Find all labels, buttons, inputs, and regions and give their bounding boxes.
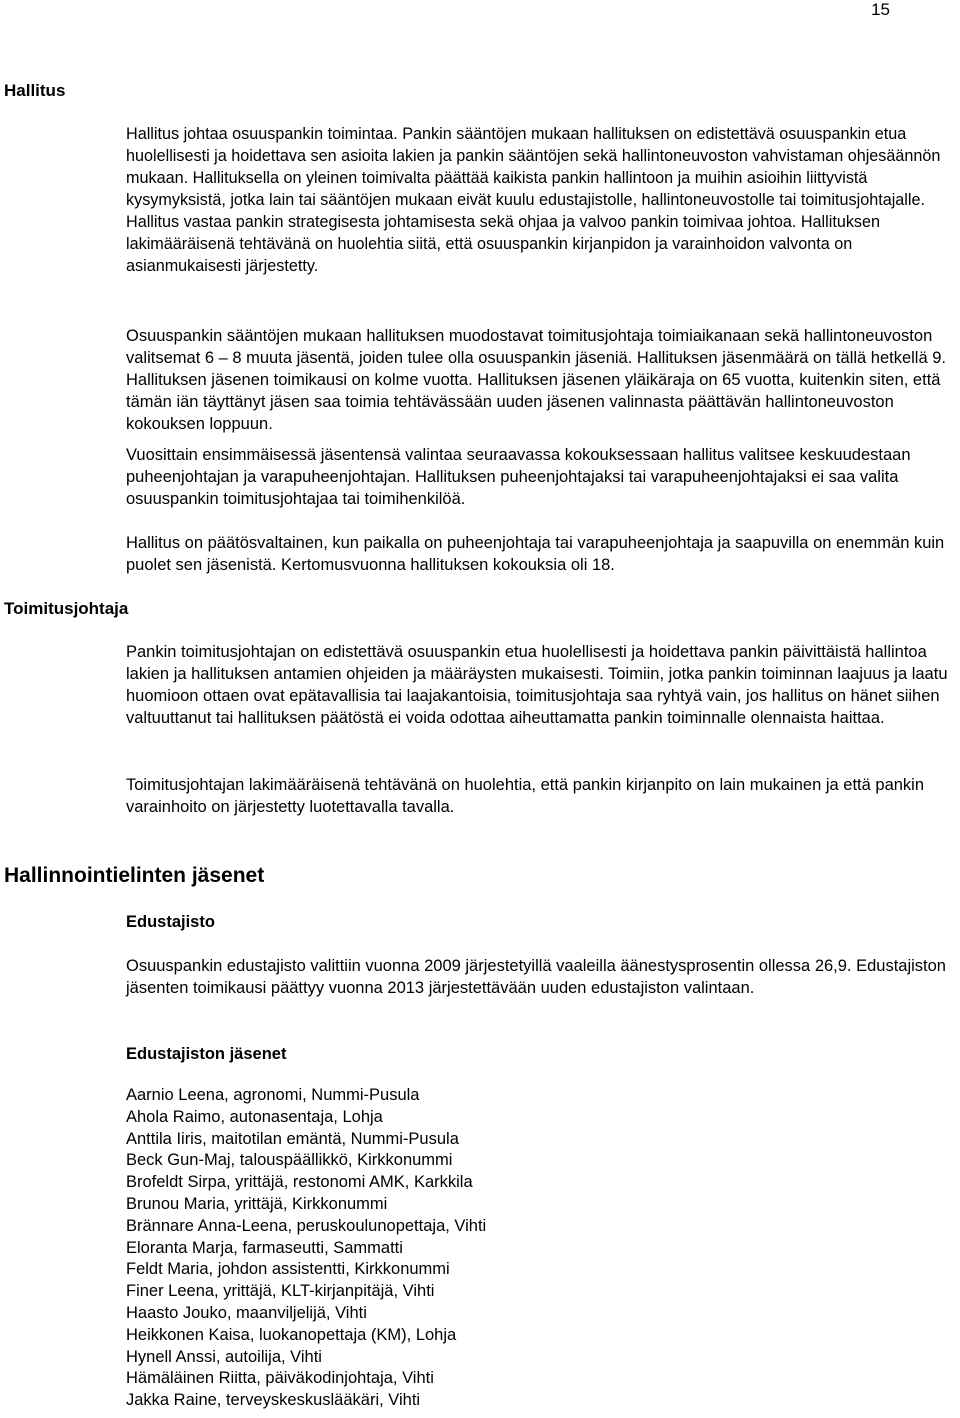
hallitus-paragraph-4: Hallitus on päätösvaltainen, kun paikalla on puheenjohtaja tai varapuheenjohtaja ja saapuvilla on enemmän kuin puolet sen jäsenistä. Kertomusvuonna hallituksen kokouksia oli 18. (126, 534, 945, 574)
list-item: Feldt Maria, johdon assistentti, Kirkkonummi (126, 1260, 450, 1279)
list-item: Aarnio Leena, agronomi, Nummi-Pusula (126, 1086, 420, 1104)
list-item: Brunou Maria, yrittäjä, Kirkkonummi (126, 1194, 388, 1213)
hallitus-paragraph-3: Vuosittain ensimmäisessä jäsentensä valintaa seuraavassa kokouksessaan hallitus valitsee keskuudestaan puheenjohtajan ja varapuheenjohtajan. Hallituksen puheenjohtajaksi tai varapuheenjohtajaksi ei saa valita osuuspankin toimitusjohtajaa tai toimihenkilöä. (126, 446, 911, 508)
list-item: Hynell Anssi, autoilija, Vihti (126, 1347, 322, 1366)
hallitus-paragraph-2: Osuuspankin sääntöjen mukaan hallituksen muodostavat toimitusjohtaja toimiaikanaan sekä hallintoneuvoston valitsemat 6 – 8 muuta jäsentä, joiden tulee olla osuuspankin jäseniä. Hallituksen jäsenmäärä on tällä hetkellä 9. Hallituksen jäsenen toimikausi on kolme vuotta. Hallituksen jäsenen yläikäraja on 65 vuotta, kuitenkin siten, että tämän iän täyttänyt jäsen saa toimia tehtävässään uuden jäsenen valinnasta päättävän hallintoneuvoston kokouksen loppuun. (126, 327, 946, 433)
list-item: Haasto Jouko, maanviljelijä, Vihti (126, 1303, 367, 1322)
member-list (126, 1085, 486, 1412)
list-item: Beck Gun-Maj, talouspäällikkö, Kirkkonummi (126, 1151, 453, 1170)
toimitusjohtaja-paragraph-2: Toimitusjohtajan lakimääräisenä tehtävänä on huolehtia, että pankin kirjanpito on lain mukainen ja että pankin varainhoito on järjestetty luotettavalla tavalla. (126, 776, 925, 816)
list-item: Anttila Iiris, maitotilan emäntä, Nummi-Pusula (126, 1129, 459, 1148)
list-item: Hämäläinen Riitta, päiväkodinjohtaja, Vihti (126, 1369, 434, 1388)
section-heading-toimitusjohtaja: Toimitusjohtaja (4, 599, 129, 618)
subheading-edustajiston-jasenet: Edustajiston jäsenet (126, 1045, 287, 1063)
list-item: Heikkonen Kaisa, luokanopettaja (KM), Lohja (126, 1325, 457, 1344)
hallitus-paragraph-1: Hallitus johtaa osuuspankin toimintaa. Pankin sääntöjen mukaan hallituksen on edistettävä osuuspankin etua huolellisesti ja hoidettava sen asioita lakien ja pankin sääntöjen sekä hallintoneuvoston vahvistaman ohjesäännön mukaan. Hallituksella on yleinen toimivalta päättää kaikista pankin hallintoon ja muihin asioihin liittyvistä kysymyksistä, jotka lain tai sääntöjen mukaan eivät kuulu edustajistolle, hallintoneuvostolle tai toimitusjohtajalle. Hallitus vastaa pankin strategisesta johtamisesta sekä ohjaa ja valvoo pankin toimivaa johtoa. Hallituksen lakimääräisenä tehtävänä on huolehtia siitä, että osuuspankin kirjanpidon ja varainhoidon valvonta on asianmukaisesti järjestetty. (126, 125, 941, 275)
section-heading-hallinnointielinten-jasenet: Hallinnointielinten jäsenet (4, 864, 265, 887)
subheading-edustajisto: Edustajisto (126, 913, 215, 931)
toimitusjohtaja-paragraph-1: Pankin toimitusjohtajan on edistettävä osuuspankin etua huolellisesti ja hoidettava pankin päivittäistä hallintoa lakien ja hallituksen antamien ohjeiden ja määräysten mukaisesti. Toimiin, jotka pankin toiminnan laajuus ja laatu huomioon ottaen ovat epätavallisia tai laajakantoisia, toimitusjohtaja saa ryhtyä vain, jos hallitus on hänet siihen valtuuttanut tai hallituksen päätöstä ei voida odottaa aiheuttamatta pankin toiminnalle olennaista haittaa. (126, 643, 948, 727)
list-item: Ahola Raimo, autonasentaja, Lohja (126, 1107, 383, 1126)
edustajisto-paragraph: Osuuspankin edustajisto valittiin vuonna 2009 järjestetyillä vaaleilla äänestysprosentin ollessa 26,9. Edustajiston jäsenten toimikausi päättyy vuonna 2013 järjestettävään uuden edustajiston valintaan. (126, 957, 946, 997)
list-item: Jakka Raine, terveyskeskuslääkäri, Vihti (126, 1391, 421, 1410)
list-item: Brofeldt Sirpa, yrittäjä, restonomi AMK, Karkkila (126, 1173, 473, 1192)
list-item: Finer Leena, yrittäjä, KLT-kirjanpitäjä, Vihti (126, 1282, 435, 1301)
list-item: Eloranta Marja, farmaseutti, Sammatti (126, 1238, 403, 1257)
section-heading-hallitus: Hallitus (4, 81, 66, 100)
list-item: Brännare Anna-Leena, peruskoulunopettaja, Vihti (126, 1216, 487, 1235)
page-number: 15 (871, 0, 890, 19)
